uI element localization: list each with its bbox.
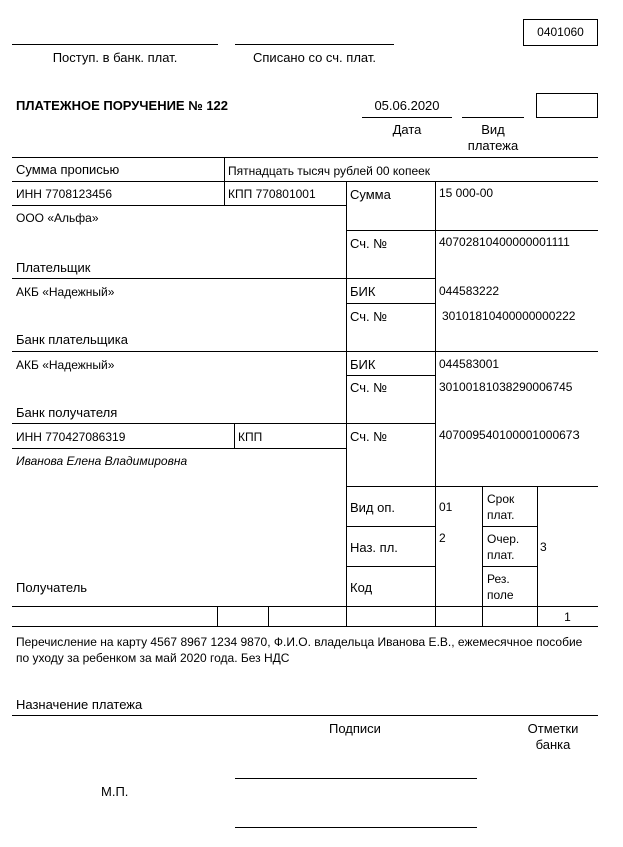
grid-line: [482, 486, 483, 626]
signature-line-2: [235, 827, 477, 828]
op-code-label: Код: [350, 580, 373, 595]
stamp-label: М.П.: [101, 784, 129, 799]
grid-line: [12, 423, 435, 424]
grid-line: [12, 278, 435, 279]
amount-label: Сумма: [350, 187, 391, 202]
op-term-label: [487, 491, 514, 523]
signature-line-1: [235, 778, 477, 779]
op-reserve-label-text: Рез. поле: [487, 572, 514, 602]
payer-name: ООО «Альфа»: [16, 211, 99, 225]
payer-bank-corr-label: Сч. №: [350, 309, 388, 324]
op-term-label-text: Срок плат.: [487, 492, 515, 522]
payee-inn: ИНН 770427086319: [16, 430, 126, 444]
payee-bank-bik: 044583001: [439, 357, 500, 371]
payee-account-value: 40700954010000100067З: [439, 428, 580, 442]
purpose-text: Перечисление на карту 4567 8967 1234 9870, Ф.И.О. владельца Иванова Е.В., ежемесячное пособие по уходу за ребенком за май 2020 года. Без НДС: [16, 635, 583, 665]
received-line: [12, 44, 218, 45]
payment-type-line: [462, 117, 524, 118]
grid-line: [12, 606, 598, 607]
grid-line: [346, 230, 598, 231]
amount-words-value: Пятнадцать тысяч рублей 00 копеек: [228, 164, 431, 178]
payee-kpp: КПП: [238, 430, 263, 444]
op-priority-label: [487, 531, 519, 563]
grid-line: [12, 351, 598, 352]
date-value: 05.06.2020: [374, 98, 440, 113]
grid-line: [346, 606, 347, 626]
payment-type-label-text: Вид платежа: [467, 122, 519, 153]
grid-line: [268, 606, 269, 626]
grid-line: [346, 375, 435, 376]
received-label: Поступ. в банк. плат.: [52, 50, 178, 65]
op-purpose-code-label: Наз. пл.: [350, 540, 398, 555]
payer-kpp: КПП 770801001: [228, 187, 316, 201]
grid-line: [217, 606, 218, 626]
payee-bank-bik-label: БИК: [350, 357, 376, 372]
payer-account-value: 40702810400000001111: [439, 235, 570, 249]
grid-line: [12, 448, 346, 449]
payment-type-label: [462, 122, 524, 154]
op-reserve-label: [487, 571, 514, 603]
grid-line: [537, 486, 538, 626]
payer-account-label: Сч. №: [350, 236, 388, 251]
grid-line: [12, 157, 598, 158]
grid-line: [346, 303, 435, 304]
payer-label: Плательщик: [16, 260, 91, 275]
payee-name: Иванова Елена Владимировна: [16, 454, 188, 468]
form-code: 0401060: [537, 25, 584, 39]
grid-line: [435, 181, 436, 626]
payee-account-label: Сч. №: [350, 429, 388, 444]
grid-line: [482, 566, 537, 567]
op-type-value: 01: [439, 500, 453, 514]
grid-line: [346, 486, 598, 487]
document-title: ПЛАТЕЖНОЕ ПОРУЧЕНИЕ № 122: [16, 98, 229, 113]
grid-line: [12, 205, 346, 206]
payee-bank-corr: 30100181038290006745: [439, 380, 573, 394]
status-box: [536, 93, 598, 118]
row-last-value: 1: [564, 610, 571, 624]
payee-bank-label: Банк получателя: [16, 405, 118, 420]
debited-label: Списано со сч. плат.: [253, 50, 376, 65]
op-second-value: 2: [439, 531, 446, 545]
purpose-label: Назначение платежа: [16, 697, 143, 712]
signatures-label: Подписи: [329, 721, 381, 736]
date-line: [362, 117, 452, 118]
grid-line: [12, 181, 598, 182]
payer-inn: ИНН 7708123456: [16, 187, 113, 201]
grid-line: [234, 423, 235, 448]
grid-line: [12, 715, 598, 716]
grid-line: [482, 526, 537, 527]
amount-value: 15 000-00: [439, 186, 494, 200]
bank-marks-label-text: Отметки банка: [527, 721, 579, 752]
payee-bank-corr-label: Сч. №: [350, 380, 388, 395]
op-priority-value: 3: [540, 540, 547, 554]
payer-bank-corr: 30101810400000000222: [442, 309, 576, 323]
grid-line: [346, 181, 347, 606]
payer-bank-label: Банк плательщика: [16, 332, 128, 347]
bank-marks-label: [515, 721, 591, 753]
payee-bank-name: АКБ «Надежный»: [16, 358, 115, 372]
grid-line: [346, 566, 435, 567]
payee-label: Получатель: [16, 580, 88, 595]
amount-words-label: Сумма прописью: [16, 162, 120, 177]
grid-line: [12, 626, 598, 627]
op-type-label: Вид оп.: [350, 500, 396, 515]
payer-bank-bik-label: БИК: [350, 284, 376, 299]
op-priority-label-text: Очер. плат.: [487, 532, 520, 562]
date-label: Дата: [392, 122, 422, 137]
debited-line: [235, 44, 394, 45]
payer-bank-bik: 044583222: [439, 284, 500, 298]
grid-line: [346, 526, 435, 527]
payer-bank-name: АКБ «Надежный»: [16, 285, 115, 299]
